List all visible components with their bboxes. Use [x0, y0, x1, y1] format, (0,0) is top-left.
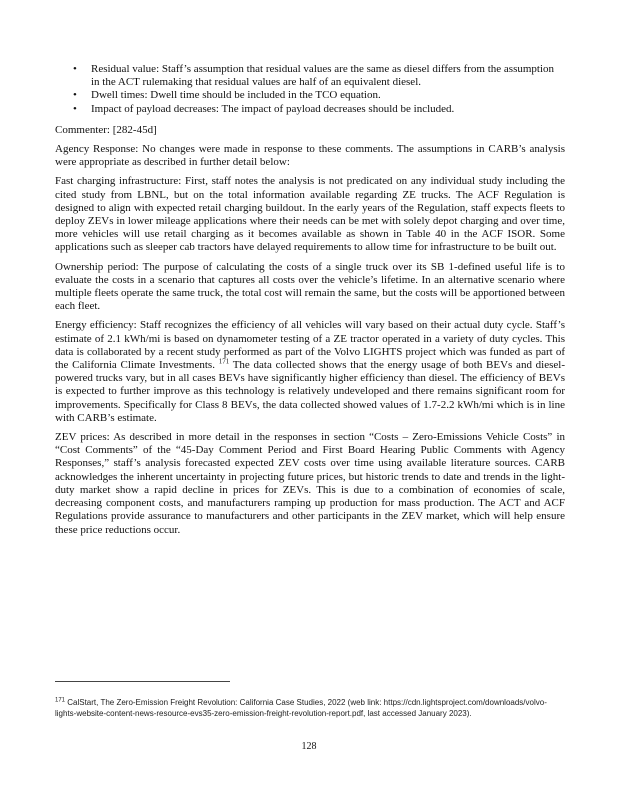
bullet-dot-icon: •	[73, 63, 77, 75]
bullet-dot-icon: •	[73, 89, 77, 102]
bullet-item-residual-value	[55, 63, 565, 89]
energy-efficiency-text-2: The data collected shows that the energy usage of both BEVs and diesel-powered trucks vary, but in all cases BEVs have significantly higher efficiency than diesel. The efficiency of BEVs is expected to further improve as this technology is relatively undeveloped and there remains significant room for improvements. Specifically for Class 8 BEVs, the data collected showed values of 1.7-2.2 kWh/mi which is in line with CARB’s estimate.	[55, 359, 565, 424]
page-number: 128	[301, 741, 317, 752]
zev-prices-paragraph: ZEV prices: As described in more detail in the responses in section “Costs – Zero-Emissions Vehicle Costs” in “Cost Comments” of the “45-Day Comment Period and First Board Hearing Public Comments with Agency Responses,” staff’s analysis forecasted expected ZEV costs over time using available literature sources. CARB acknowledges the inherent uncertainty in projecting future prices, but historic trends to date and trends in the light-duty market show a rapid decline in prices for ZEVs. This is due to a combination of economies of scale, decreasing component costs, and manufacturers ramping up production for mass production. The ACT and ACF Regulations provide assurance to manufacturers and other participants in the ZEV market, which will help ensure these price reductions occur.	[55, 431, 565, 536]
bullet-label: Impact of payload decreases:	[91, 102, 219, 115]
energy-efficiency-paragraph	[55, 319, 565, 425]
ownership-period-paragraph: Ownership period: The purpose of calculating the costs of a single truck over its SB 1-defined useful life is to evaluate the costs in a scenario that captures all costs over the vehicle’s lifetime. In an alternative scenario where multiple fleets operate the same truck, the total cost will remain the same, but the costs will be apportioned between each fleet.	[55, 260, 565, 313]
footnote-reference-171[interactable]: 171	[218, 357, 230, 366]
bullet-text: The impact of payload decreases should be included.	[218, 102, 455, 115]
bullet-dot-icon: •	[73, 102, 77, 115]
footnote-number: 171	[55, 697, 66, 704]
energy-efficiency-text-1: Energy efficiency: Staff recognizes the efficiency of all vehicles will vary based on their actual duty cycle. Staff’s estimate of 2.1 kWh/mi is based on dynamometer testing of a ZE tractor operated in a variety of duty cycles. This data is collaborated by a recent study performed as part of the Volvo LIGHTS project which was funded as part of the California Climate Investments.	[55, 319, 565, 372]
fast-charging-paragraph: Fast charging infrastructure: First, staff notes the analysis is not predicated on any individual study including the cited study from LBNL, but on the total information available regarding ZE trucks. The ACF Regulation is designed to align with expected retail charging buildout. In the early years of the Regulation, staff expects fleets to deploy ZEVs in lower mileage applications where their needs can be met with solely depot charging and over time, more vehicles will use retail charging as it becomes available as shown in Table 40 in the ACF ISOR. Some applications such as sleeper cab tractors have delayed requirements to allow time for infrastructure to be built out.	[55, 175, 565, 254]
commenter-line: Commenter: [282-45d]	[55, 123, 157, 136]
page-body	[55, 63, 565, 543]
agency-response-paragraph: Agency Response: No changes were made in response to these comments. The assumptions in CARB’s analysis were appropriate as described in further detail below:	[55, 143, 565, 169]
bullet-label: Dwell times:	[91, 89, 148, 102]
bullet-item-payload	[55, 103, 565, 116]
bullet-text: Dwell time should be included in the TCO equation.	[147, 89, 381, 102]
footnote-divider	[55, 681, 230, 682]
bullet-item-dwell-times	[55, 89, 565, 102]
comment-bullet-list	[55, 63, 565, 116]
bullet-label: Residual value:	[91, 63, 160, 75]
bullet-text: Staff’s assumption that residual values are the same as diesel differs from the assumption in the ACT rulemaking that residual values are half of an equivalent diesel.	[91, 63, 555, 89]
footnote-text: CalStart, The Zero-Emission Freight Revolution: California Case Studies, 2022 (web link: https://cdn.lightsproject.com/downloads/volvo-lights-website-content-news-resource-evs35-zero-emission-freight-revolution-report.pdf, last accessed January 2023).	[55, 698, 547, 718]
footnote-171	[55, 697, 560, 719]
